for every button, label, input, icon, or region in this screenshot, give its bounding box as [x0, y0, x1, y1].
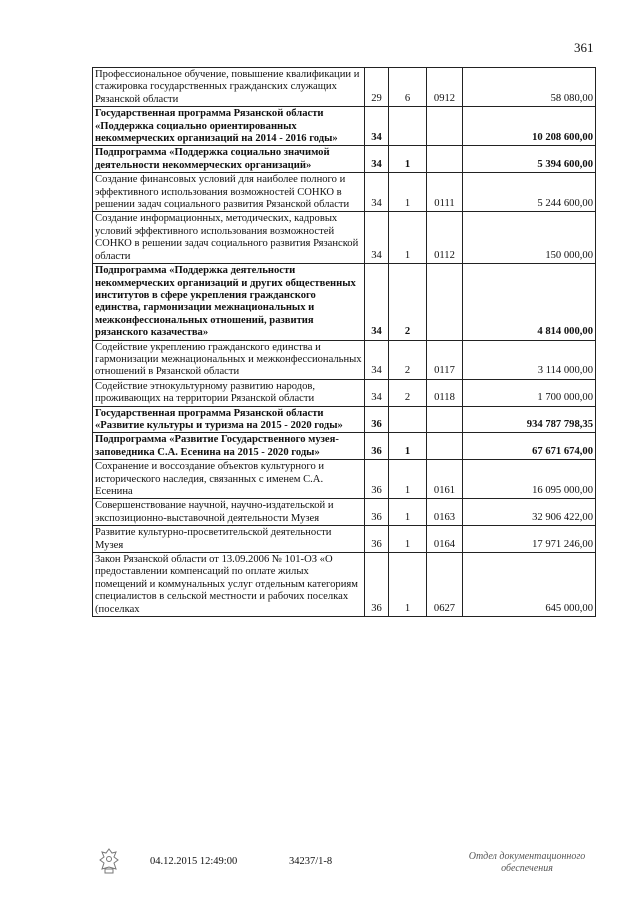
- row-amount: 32 906 422,00: [463, 499, 596, 526]
- row-code-1: 36: [365, 553, 389, 617]
- row-amount: 150 000,00: [463, 212, 596, 264]
- table-row: [93, 553, 596, 617]
- row-code-1: 36: [365, 406, 389, 433]
- row-amount: 5 244 600,00: [463, 173, 596, 212]
- row-amount: 67 671 674,00: [463, 433, 596, 460]
- table-row: [93, 212, 596, 264]
- footer-timestamp: 04.12.2015 12:49:00: [150, 856, 238, 867]
- row-name: Государственная программа Рязанской области «Развитие культуры и туризма на 2015 - 2020 годы»: [93, 406, 365, 433]
- row-amount: 10 208 600,00: [463, 107, 596, 146]
- row-name: Закон Рязанской области от 13.09.2006 № 101-ОЗ «О предоставлении компенсаций по оплате жилых помещений и коммунальных услуг отдельным категориям специалистов в сельской местности и рабочих поселках (поселках: [93, 553, 365, 617]
- stamp-line-2: обеспечения: [501, 863, 553, 874]
- table-row: [93, 146, 596, 173]
- table-row: [93, 379, 596, 406]
- row-name: Государственная программа Рязанской области «Поддержка социально ориентированных некоммерческих организаций на 2014 - 2016 годы»: [93, 107, 365, 146]
- row-name: Подпрограмма «Поддержка социально значимой деятельности некоммерческих организаций»: [93, 146, 365, 173]
- row-code-1: 36: [365, 460, 389, 499]
- row-name: Создание информационных, методических, кадровых условий эффективного использования возможностей СОНКО в решении задач социального развития Рязанской области: [93, 212, 365, 264]
- table-row: [93, 340, 596, 379]
- row-amount: 5 394 600,00: [463, 146, 596, 173]
- row-code-3: [427, 433, 463, 460]
- table-row: [93, 460, 596, 499]
- row-code-3: [427, 264, 463, 340]
- row-code-3: 0163: [427, 499, 463, 526]
- row-name: Содействие укреплению гражданского единства и гармонизации межнациональных и межконфессиональных отношений в Рязанской области: [93, 340, 365, 379]
- row-code-2: 1: [389, 499, 427, 526]
- row-code-1: 34: [365, 107, 389, 146]
- row-name: Развитие культурно-просветительской деятельности Музея: [93, 526, 365, 553]
- row-code-2: 1: [389, 526, 427, 553]
- row-code-2: 2: [389, 379, 427, 406]
- row-code-2: 1: [389, 433, 427, 460]
- stamp-line-1: Отдел документационного: [468, 851, 586, 862]
- row-amount: 1 700 000,00: [463, 379, 596, 406]
- row-name: Подпрограмма «Поддержка деятельности некоммерческих организаций и других общественных институтов в сфере укрепления гражданского единства, гармонизации межнациональных и межконфессиональных отношений, развития рязанского казачества»: [93, 264, 365, 340]
- row-code-2: 1: [389, 553, 427, 617]
- table-row: [93, 526, 596, 553]
- row-code-2: 1: [389, 460, 427, 499]
- row-name: Содействие этнокультурному развитию народов, проживающих на территории Рязанской области: [93, 379, 365, 406]
- row-code-1: 36: [365, 433, 389, 460]
- row-code-1: 34: [365, 173, 389, 212]
- row-code-3: 0118: [427, 379, 463, 406]
- row-name: Подпрограмма «Развитие Государственного музея-заповедника С.А. Есенина на 2015 - 2020 годы»: [93, 433, 365, 460]
- row-amount: 4 814 000,00: [463, 264, 596, 340]
- row-code-1: 34: [365, 146, 389, 173]
- budget-table: [92, 67, 596, 617]
- row-code-1: 34: [365, 264, 389, 340]
- row-code-1: 34: [365, 379, 389, 406]
- table-row: [93, 433, 596, 460]
- table-row: [93, 173, 596, 212]
- row-code-2: 1: [389, 173, 427, 212]
- row-name: Совершенствование научной, научно-издательской и экспозиционно-выставочной деятельности Музея: [93, 499, 365, 526]
- row-code-1: 29: [365, 68, 389, 107]
- row-amount: 16 095 000,00: [463, 460, 596, 499]
- coat-of-arms-icon: [96, 847, 122, 880]
- row-amount: 17 971 246,00: [463, 526, 596, 553]
- row-code-2: 6: [389, 68, 427, 107]
- row-code-3: 0164: [427, 526, 463, 553]
- row-code-1: 34: [365, 340, 389, 379]
- row-code-1: 34: [365, 212, 389, 264]
- row-amount: 645 000,00: [463, 553, 596, 617]
- row-code-3: 0117: [427, 340, 463, 379]
- row-code-3: 0627: [427, 553, 463, 617]
- row-code-3: 0161: [427, 460, 463, 499]
- row-code-2: 2: [389, 340, 427, 379]
- row-name: Создание финансовых условий для наиболее полного и эффективного использования возможностей СОНКО в решении задач социального развития Рязанской области: [93, 173, 365, 212]
- row-code-1: 36: [365, 499, 389, 526]
- footer-doc-number: 34237/1-8: [289, 856, 333, 867]
- row-code-3: 0112: [427, 212, 463, 264]
- table-body: [93, 68, 596, 617]
- row-code-3: [427, 107, 463, 146]
- row-code-3: 0111: [427, 173, 463, 212]
- table-row: [93, 68, 596, 107]
- table-row: [93, 107, 596, 146]
- row-name: Сохранение и воссоздание объектов культурного и исторического наследия, связанных с именем С.А. Есенина: [93, 460, 365, 499]
- row-code-2: 1: [389, 146, 427, 173]
- row-code-2: 2: [389, 264, 427, 340]
- row-code-2: [389, 107, 427, 146]
- row-amount: 58 080,00: [463, 68, 596, 107]
- row-code-3: [427, 406, 463, 433]
- department-stamp: [452, 851, 602, 875]
- table-row: [93, 406, 596, 433]
- row-code-2: [389, 406, 427, 433]
- row-code-2: 1: [389, 212, 427, 264]
- row-amount: 3 114 000,00: [463, 340, 596, 379]
- row-code-3: [427, 146, 463, 173]
- page-number: 361: [574, 40, 594, 55]
- row-name: Профессиональное обучение, повышение квалификации и стажировка государственных гражданских служащих Рязанской области: [93, 68, 365, 107]
- row-amount: 934 787 798,35: [463, 406, 596, 433]
- table-row: [93, 499, 596, 526]
- row-code-1: 36: [365, 526, 389, 553]
- table-row: [93, 264, 596, 340]
- row-code-3: 0912: [427, 68, 463, 107]
